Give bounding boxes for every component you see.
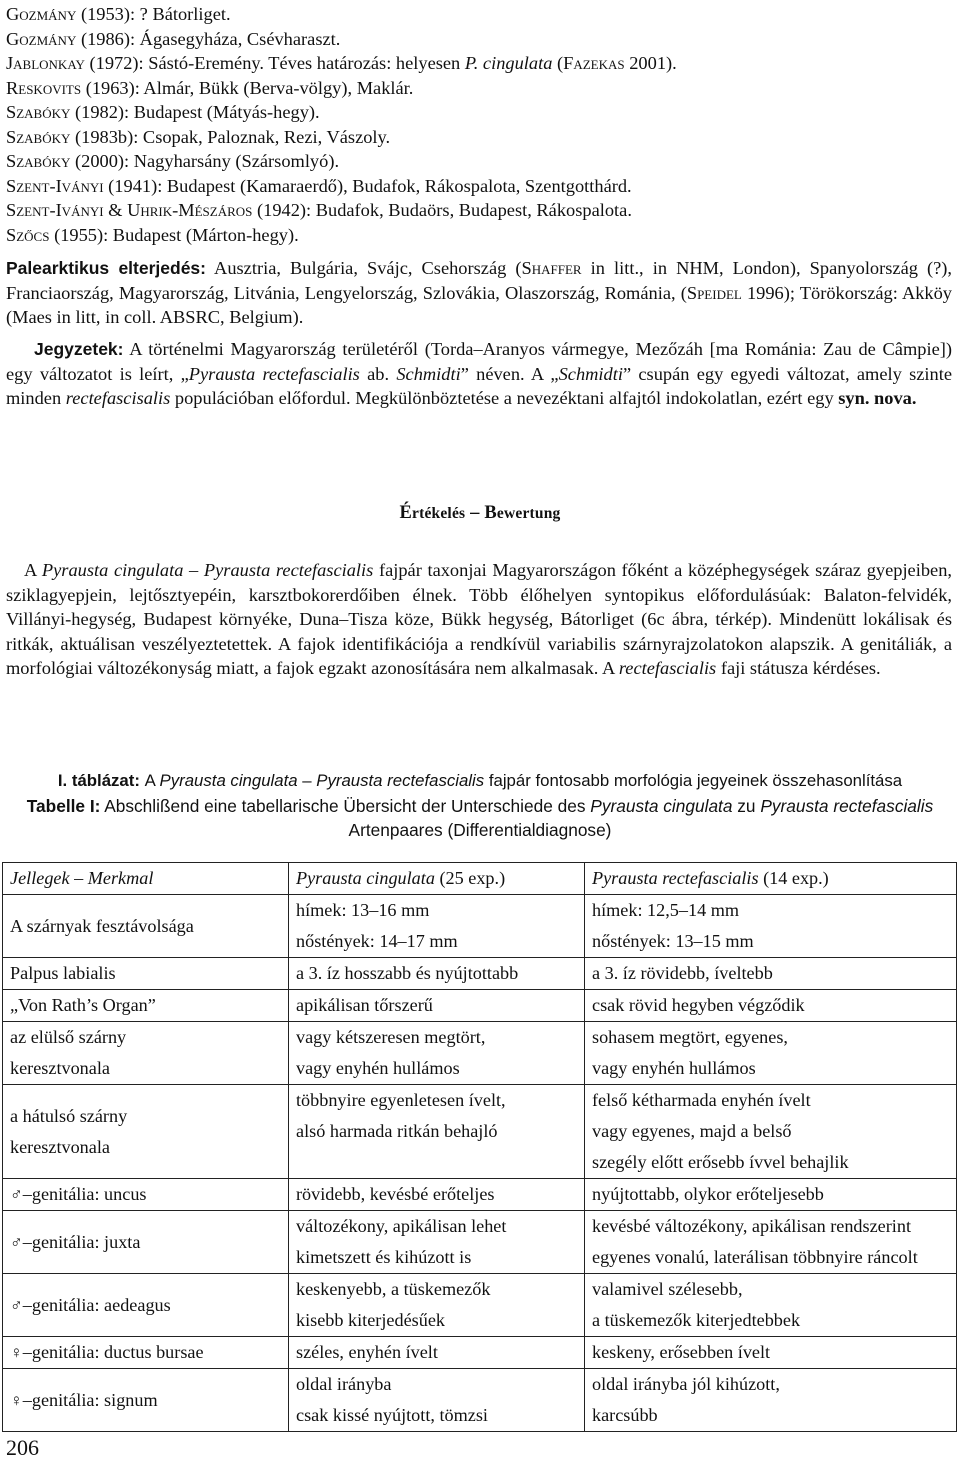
caption-label: I. táblázat: — [57, 771, 145, 790]
cell-line: többnyire egyenletesen ívelt, — [296, 1090, 506, 1110]
reference-item — [6, 125, 956, 150]
reference-author: Reskovits — [6, 77, 82, 98]
reference-text: (1941): Budapest (Kamaraerdő), Budafok, Rákospalota, Szentgotthárd. — [103, 175, 632, 196]
page-number: 206 — [6, 1435, 39, 1460]
species-name: Schmidti — [396, 363, 461, 384]
species-name: Pyrausta rectefascialis — [316, 771, 485, 790]
distribution-paragraph — [6, 256, 952, 330]
table-row — [3, 1274, 957, 1337]
notes-text: ” néven. A „ — [460, 363, 559, 384]
cell-line: csak kissé nyújtott, tömzsi — [296, 1405, 488, 1425]
cell-line: Palpus labialis — [10, 963, 116, 983]
evaluation-text: fajpár taxonjai Magyarországon főként a középhegységek száraz gyepjeiben, sziklagyepjein, lejtősztyepéin, karsztbokorerdőiben élnek. Több élőhelyen syntopikus előfordulásúak: Balaton-felvidék, Villányi-hegység, Budapest környéke, Duna–Tisza köze, Bükk hegység, Bátorliget (6c ábra, térkép). Mindenütt lokálisak és ritkák, aktuálisan veszélyeztetettek. A fajok identifikációja a rendkívül variabilis szárnyrajzolatokon alapszik. A genitáliák, a morfológiai változékonyság miatt, a fajok egzakt azonosítására nem alkalmasak. A — [6, 560, 952, 678]
cell-text: –genitália: aedeagus — [22, 1294, 171, 1315]
syn-nova: syn. nova. — [838, 388, 917, 408]
reference-text: (2000): Nagyharsány (Szársomlyó). — [70, 151, 340, 171]
cell-line: nőstények: 13–15 mm — [592, 931, 754, 951]
cell-line: apikálisan tőrszerű — [296, 995, 433, 1015]
cell-text: –genitália: signum — [22, 1389, 158, 1410]
evaluation-text: A — [24, 560, 42, 580]
cell-line: szegély előtt erősebb ívvel behajlik — [592, 1152, 849, 1172]
evaluation-paragraph — [6, 558, 952, 681]
feature-cell — [3, 1211, 289, 1274]
cell-text: –genitália: uncus — [22, 1184, 147, 1204]
cingulata-cell — [289, 1211, 585, 1274]
table-row — [3, 1085, 957, 1179]
cell-line: keresztvonala — [10, 1136, 110, 1157]
cell-line: a tüskemezők kiterjedtebbek — [592, 1310, 801, 1330]
cell-line: kisebb kiterjedésűek — [296, 1310, 445, 1330]
sex-symbol-icon: ♂ — [10, 1232, 23, 1252]
cell-line: a hátulsó szárny — [10, 1105, 128, 1126]
cell-line: felső kétharmada enyhén ívelt — [592, 1090, 811, 1110]
cell-line: oldal irányba jól kihúzott, — [592, 1374, 780, 1394]
cell-line: széles, enyhén ívelt — [296, 1342, 438, 1362]
caption-text: – — [297, 771, 317, 790]
comparison-table — [2, 862, 957, 1432]
reference-item — [6, 149, 956, 174]
rectefascialis-cell — [585, 1274, 957, 1337]
header-cell — [289, 863, 585, 895]
rectefascialis-cell — [585, 1211, 957, 1274]
rectefascialis-cell — [585, 1337, 957, 1369]
reference-text: (1983b): Csopak, Paloznak, Rezi, Vászoly. — [70, 126, 391, 147]
cell-line: vagy egyenes, majd a belső — [592, 1121, 792, 1141]
cingulata-cell — [289, 958, 585, 990]
caption-text: A — [144, 771, 160, 790]
species-name: rectefascisalis — [65, 388, 171, 408]
reference-author: Szent-Iványi — [6, 175, 104, 196]
table-caption — [0, 769, 960, 843]
cell-line: csak rövid hegyben végződik — [592, 995, 805, 1015]
cell-line: vagy kétszeresen megtört, — [296, 1027, 486, 1047]
table-row — [3, 1369, 957, 1432]
species-name: Pyrausta rectefascialis — [592, 868, 759, 888]
table-row — [3, 1337, 957, 1369]
sex-symbol-icon: ♀ — [10, 1390, 23, 1410]
reference-list — [6, 2, 956, 247]
reference-item — [6, 76, 956, 101]
cell-line — [10, 1290, 281, 1321]
caption-text: fajpár fontosabb morfológia jegyeinek összehasonlítása — [484, 771, 903, 790]
cingulata-cell — [289, 1337, 585, 1369]
notes-label: Jegyzetek: — [34, 339, 124, 359]
reference-author: Gozmány — [6, 28, 77, 49]
reference-author: Szabóky — [6, 126, 71, 147]
heading-initial: B — [484, 503, 497, 523]
heading-text: ewertung — [496, 505, 561, 522]
cell-line: keresztvonala — [10, 1058, 110, 1078]
reference-text: (1982): Budapest (Mátyás-hegy). — [70, 102, 320, 122]
table-row — [3, 1022, 957, 1085]
cell-line: keskenyebb, a tüskemezők — [296, 1279, 491, 1299]
section-heading — [0, 503, 960, 524]
reference-text: (1942): Budafok, Budaörs, Budapest, Rákospalota. — [252, 200, 632, 220]
reference-author: Jablonkay — [6, 53, 85, 73]
species-name: Schmidti — [558, 363, 623, 384]
reference-text: (1986): Ágasegyháza, Csévharaszt. — [76, 28, 341, 49]
species-name: Pyrausta rectefascialis — [203, 560, 374, 580]
distribution-text: Ausztria, Bulgária, Svájc, Csehország ( — [206, 258, 522, 278]
specimen-count: (14 exp.) — [758, 868, 829, 888]
cell-line — [10, 1385, 281, 1416]
notes-text: populációban előfordul. Megkülönböztetése a nevezéktani alfajtól indokolatlan, ezért egy — [170, 388, 839, 408]
cell-line: nyújtottabb, olykor erőteljesebb — [592, 1184, 824, 1204]
reference-author: Fazekas — [563, 53, 625, 73]
cell-line: kevésbé változékony, apikálisan rendszerint — [592, 1216, 911, 1236]
caption-line-de-2: Artenpaares (Differentialdiagnose) — [348, 820, 612, 840]
feature-cell — [3, 1085, 289, 1179]
cell-line: hímek: 12,5–14 mm — [592, 900, 740, 920]
cell-line — [10, 1227, 281, 1258]
species-name: Pyrausta cingulata — [296, 868, 435, 888]
cell-line: a 3. íz hosszabb és nyújtottabb — [296, 963, 519, 983]
cell-line: az elülső szárny — [10, 1027, 127, 1047]
table-row — [3, 990, 957, 1022]
cell-line: karcsúbb — [592, 1405, 658, 1425]
species-name: P. cingulata — [464, 53, 553, 73]
heading-dash: – — [465, 503, 485, 523]
rectefascialis-cell — [585, 990, 957, 1022]
cingulata-cell — [289, 895, 585, 958]
reference-author: Speidel — [686, 282, 742, 303]
sex-symbol-icon: ♂ — [10, 1185, 23, 1204]
species-name: Pyrausta cingulata — [41, 560, 184, 580]
rectefascialis-cell — [585, 1179, 957, 1211]
reference-author: Gozmány — [6, 4, 77, 24]
reference-text: (1972): Sástó-Eremény. Téves határozás: helyesen — [84, 53, 465, 73]
feature-cell — [3, 1274, 289, 1337]
reference-item — [6, 223, 956, 248]
feature-cell — [3, 895, 289, 958]
reference-text: ( — [552, 53, 564, 73]
cell-line — [10, 1179, 281, 1210]
rectefascialis-cell — [585, 895, 957, 958]
table-row — [3, 1211, 957, 1274]
reference-author: Szabóky — [6, 151, 71, 171]
cell-line: hímek: 13–16 mm — [296, 900, 430, 920]
species-name: Pyrausta cingulata — [590, 795, 733, 816]
reference-author: Szabóky — [6, 102, 71, 122]
specimen-count: (25 exp.) — [434, 868, 506, 888]
evaluation-text: faji státusza kérdéses. — [716, 658, 881, 678]
reference-text: (1955): Budapest (Márton-hegy). — [49, 224, 299, 245]
heading-initial: É — [399, 503, 413, 523]
species-name: rectefascialis — [618, 658, 717, 678]
caption-text: Abschlißend eine tabellarische Übersicht der Unterschiede des — [100, 795, 591, 816]
rectefascialis-cell — [585, 958, 957, 990]
reference-item — [6, 174, 956, 199]
cingulata-cell — [289, 1179, 585, 1211]
table-row — [3, 958, 957, 990]
cell-line: egyenes vonalú, laterálisan többnyire ráncolt — [592, 1247, 918, 1267]
cell-line: „Von Rath’s Organ” — [10, 995, 156, 1015]
header-feature: Jellegek – Merkmal — [10, 868, 154, 888]
feature-cell — [3, 958, 289, 990]
species-name: Pyrausta rectefascialis — [188, 363, 360, 384]
heading-text: rtékelés — [412, 505, 466, 522]
cell-line: A szárnyak fesztávolsága — [10, 915, 194, 936]
rectefascialis-cell — [585, 1369, 957, 1432]
reference-text: (1953): ? Bátorliget. — [76, 4, 231, 24]
cell-line: valamivel szélesebb, — [592, 1279, 743, 1299]
caption-line-de — [0, 794, 960, 819]
caption-label: Tabelle I: — [26, 795, 101, 816]
cell-line: alsó harmada ritkán behajló — [296, 1121, 498, 1141]
cell-line: rövidebb, kevésbé erőteljes — [296, 1184, 495, 1204]
feature-cell — [3, 1179, 289, 1211]
notes-text: ” csupán egy egyedi változat, amely szinte minden — [6, 363, 952, 408]
reference-author: Szőcs — [6, 224, 50, 245]
notes-paragraph — [6, 337, 952, 411]
cell-line: oldal irányba — [296, 1374, 392, 1394]
cingulata-cell — [289, 1022, 585, 1085]
rectefascialis-cell — [585, 1022, 957, 1085]
species-name: Pyrausta cingulata — [159, 771, 298, 790]
header-cell — [585, 863, 957, 895]
species-name: Pyrausta rectefascialis — [760, 795, 934, 816]
cingulata-cell — [289, 1274, 585, 1337]
cell-text: –genitália: ductus bursae — [22, 1342, 204, 1362]
reference-item — [6, 100, 956, 125]
sex-symbol-icon: ♀ — [10, 1343, 23, 1362]
cell-text: –genitália: juxta — [22, 1231, 141, 1252]
cell-line: keskeny, erősebben ívelt — [592, 1342, 771, 1362]
cingulata-cell — [289, 990, 585, 1022]
cell-line: a 3. íz rövidebb, íveltebb — [592, 963, 773, 983]
feature-cell — [3, 990, 289, 1022]
table-header-row — [3, 863, 957, 895]
feature-cell — [3, 1337, 289, 1369]
feature-cell — [3, 1369, 289, 1432]
header-cell — [3, 863, 289, 895]
cell-line: nőstények: 14–17 mm — [296, 931, 458, 951]
reference-item — [6, 51, 956, 76]
distribution-text: in litt., in NHM, London), Spanyolország (?), Franciaország, Magyarország, Litvánia, Lengyelország, Szlovákia, Olaszország, Románia, ( — [6, 258, 953, 303]
notes-text: A történelmi Magyarország területéről (Torda–Aranyos vármegye, Mezőzáh [ma Románia: Zau de Câmpie]) egy változatot is leírt, „ — [6, 339, 952, 384]
table-row — [3, 895, 957, 958]
reference-author: Shaffer — [521, 258, 582, 278]
rectefascialis-cell — [585, 1085, 957, 1179]
cell-line: változékony, apikálisan lehet — [296, 1216, 507, 1236]
reference-text: 2001). — [624, 53, 677, 73]
reference-author: Szent-Iványi & Uhrik-Mészáros — [6, 200, 253, 220]
reference-item — [6, 27, 956, 52]
cingulata-cell — [289, 1085, 585, 1179]
cell-line: sohasem megtört, egyenes, — [592, 1027, 788, 1047]
cell-line: kimetszett és kihúzott is — [296, 1247, 472, 1267]
evaluation-text: – — [183, 560, 204, 580]
caption-line-hu — [0, 769, 960, 794]
reference-item — [6, 2, 956, 27]
reference-text: (1963): Almár, Bükk (Berva-völgy), Maklár. — [81, 77, 414, 98]
caption-text: zu — [732, 795, 761, 816]
notes-text: ab. — [359, 363, 397, 384]
reference-item — [6, 198, 956, 223]
feature-cell — [3, 1022, 289, 1085]
cell-line: vagy enyhén hullámos — [296, 1058, 460, 1078]
cell-line: vagy enyhén hullámos — [592, 1058, 756, 1078]
distribution-label: Palearktikus elterjedés: — [6, 258, 206, 278]
table-row — [3, 1179, 957, 1211]
distribution-text: 1996); Törökország: Akköy (Maes in litt, in coll. ABSRC, Belgium). — [6, 282, 953, 327]
cell-line — [10, 1337, 281, 1368]
sex-symbol-icon: ♂ — [10, 1295, 23, 1315]
cingulata-cell — [289, 1369, 585, 1432]
